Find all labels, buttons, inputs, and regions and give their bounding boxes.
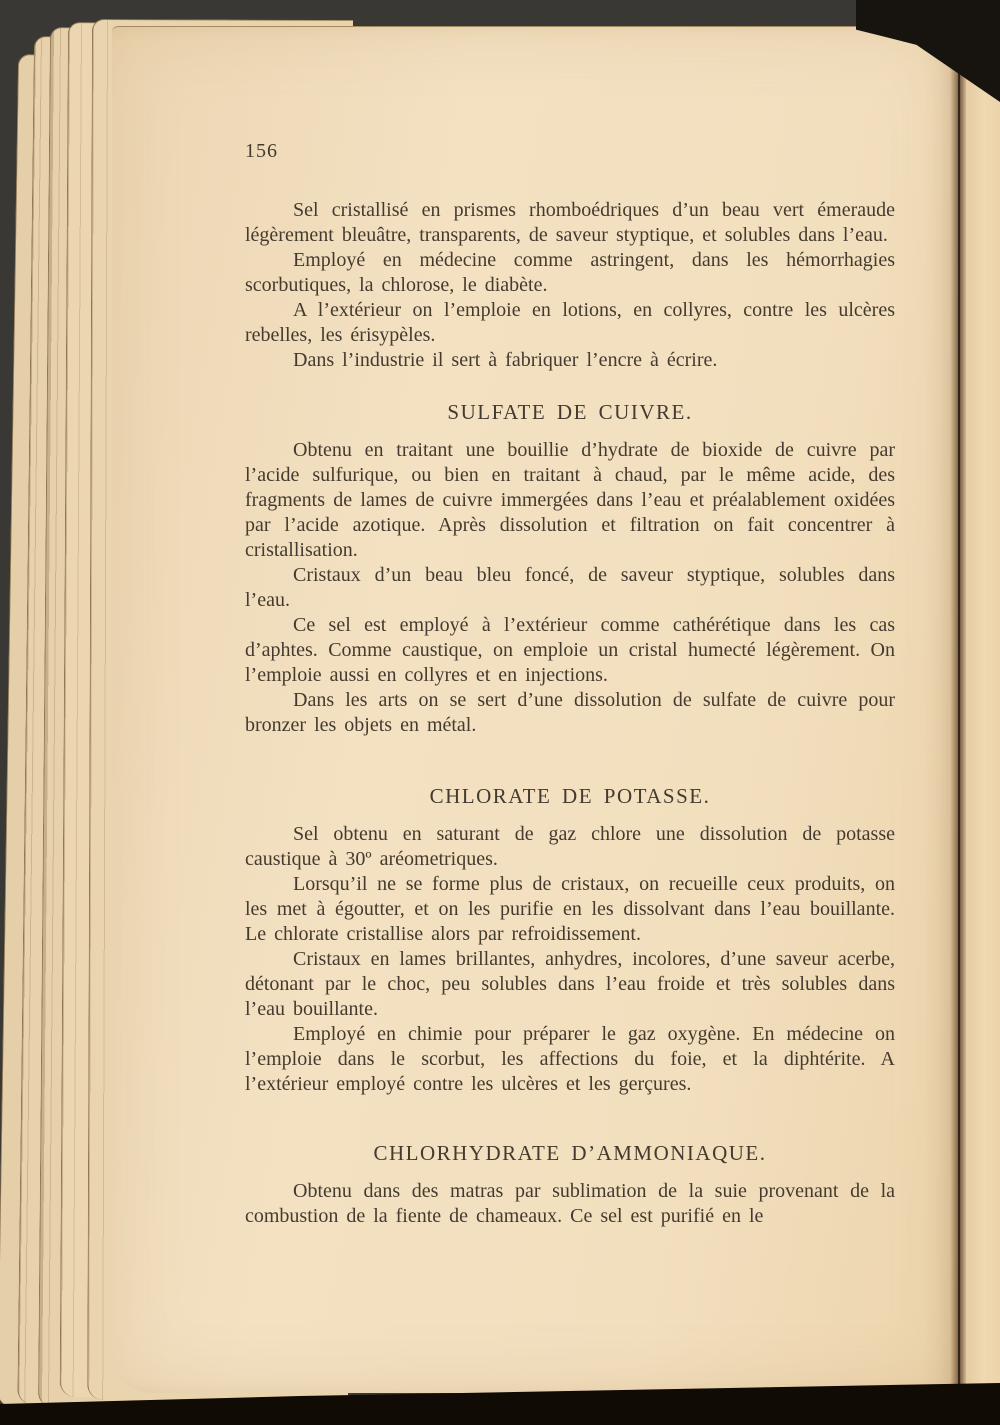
paragraph: Employé en chimie pour préparer le gaz oxygène. En médecine on l’emploie dans le scorbut, les affections du foie, et la diphtérite. A l’extérieur employé contre les ulcères et les gerçures. bbox=[245, 1023, 895, 1095]
paragraph: Sel obtenu en saturant de gaz chlore une dissolution de potasse caustique à 30º aréometriques. bbox=[245, 823, 895, 870]
paragraph: Sel cristallisé en prismes rhomboédriques d’un beau vert émeraude légèrement bleuâtre, transparents, de saveur styptique, et solubles dans l’eau. bbox=[245, 199, 895, 246]
paragraph: Dans l’industrie il sert à fabriquer l’encre à écrire. bbox=[293, 349, 718, 371]
gutter-shadow bbox=[950, 28, 966, 1390]
book-page bbox=[112, 26, 958, 1393]
paragraph: Lorsqu’il ne se forme plus de cristaux, on recueille ceux produits, on les met à égoutter, et on les purifie en les dissolvant dans l’eau bouillante. Le chlorate cristallise alors par refroidissement. bbox=[245, 873, 895, 945]
page-number: 156 bbox=[245, 140, 278, 162]
paragraph: Obtenu en traitant une bouillie d’hydrate de bioxide de cuivre par l’acide sulfurique, ou bien en traitant à chaud, par le même acide, des fragments de lames de cuivre immergées dans l’eau et préalablement oxidées par l’acide azotique. Après dissolution et filtration on fait concentrer à cristallisation. bbox=[245, 439, 895, 561]
paragraph: Obtenu dans des matras par sublimation de la suie provenant de la combustion de la fiente de chameaux. Ce sel est purifié en le bbox=[245, 1180, 895, 1227]
paragraph: Cristaux en lames brillantes, anhydres, incolores, d’une saveur acerbe, détonant par le choc, peu solubles dans l’eau froide et très solubles dans l’eau bouillante. bbox=[245, 948, 895, 1020]
section-heading-sulfate-de-cuivre: SULFATE DE CUIVRE. bbox=[447, 400, 693, 424]
paragraph: Dans les arts on se sert d’une dissolution de sulfate de cuivre pour bronzer les objets en métal. bbox=[245, 689, 895, 736]
paragraph: Cristaux d’un beau bleu foncé, de saveur styptique, solubles dans l’eau. bbox=[245, 564, 895, 611]
paragraph: Ce sel est employé à l’extérieur comme cathérétique dans les cas d’aphtes. Comme caustique, on emploie un cristal humecté légèrement. On l’emploie aussi en collyres et en injections. bbox=[245, 614, 895, 686]
adjacent-page-edge bbox=[960, 0, 1000, 1392]
section-heading-chlorhydrate-ammoniaque: CHLORHYDRATE D’AMMONIAQUE. bbox=[373, 1141, 767, 1165]
section-heading-chlorate-de-potasse: CHLORATE DE POTASSE. bbox=[429, 784, 711, 808]
paragraph: Employé en médecine comme astringent, dans les hémorrhagies scorbutiques, la chlorose, le diabète. bbox=[245, 249, 895, 296]
paragraph: A l’extérieur on l’emploie en lotions, en collyres, contre les ulcères rebelles, les érisypèles. bbox=[245, 299, 895, 346]
page-content bbox=[245, 139, 895, 1229]
